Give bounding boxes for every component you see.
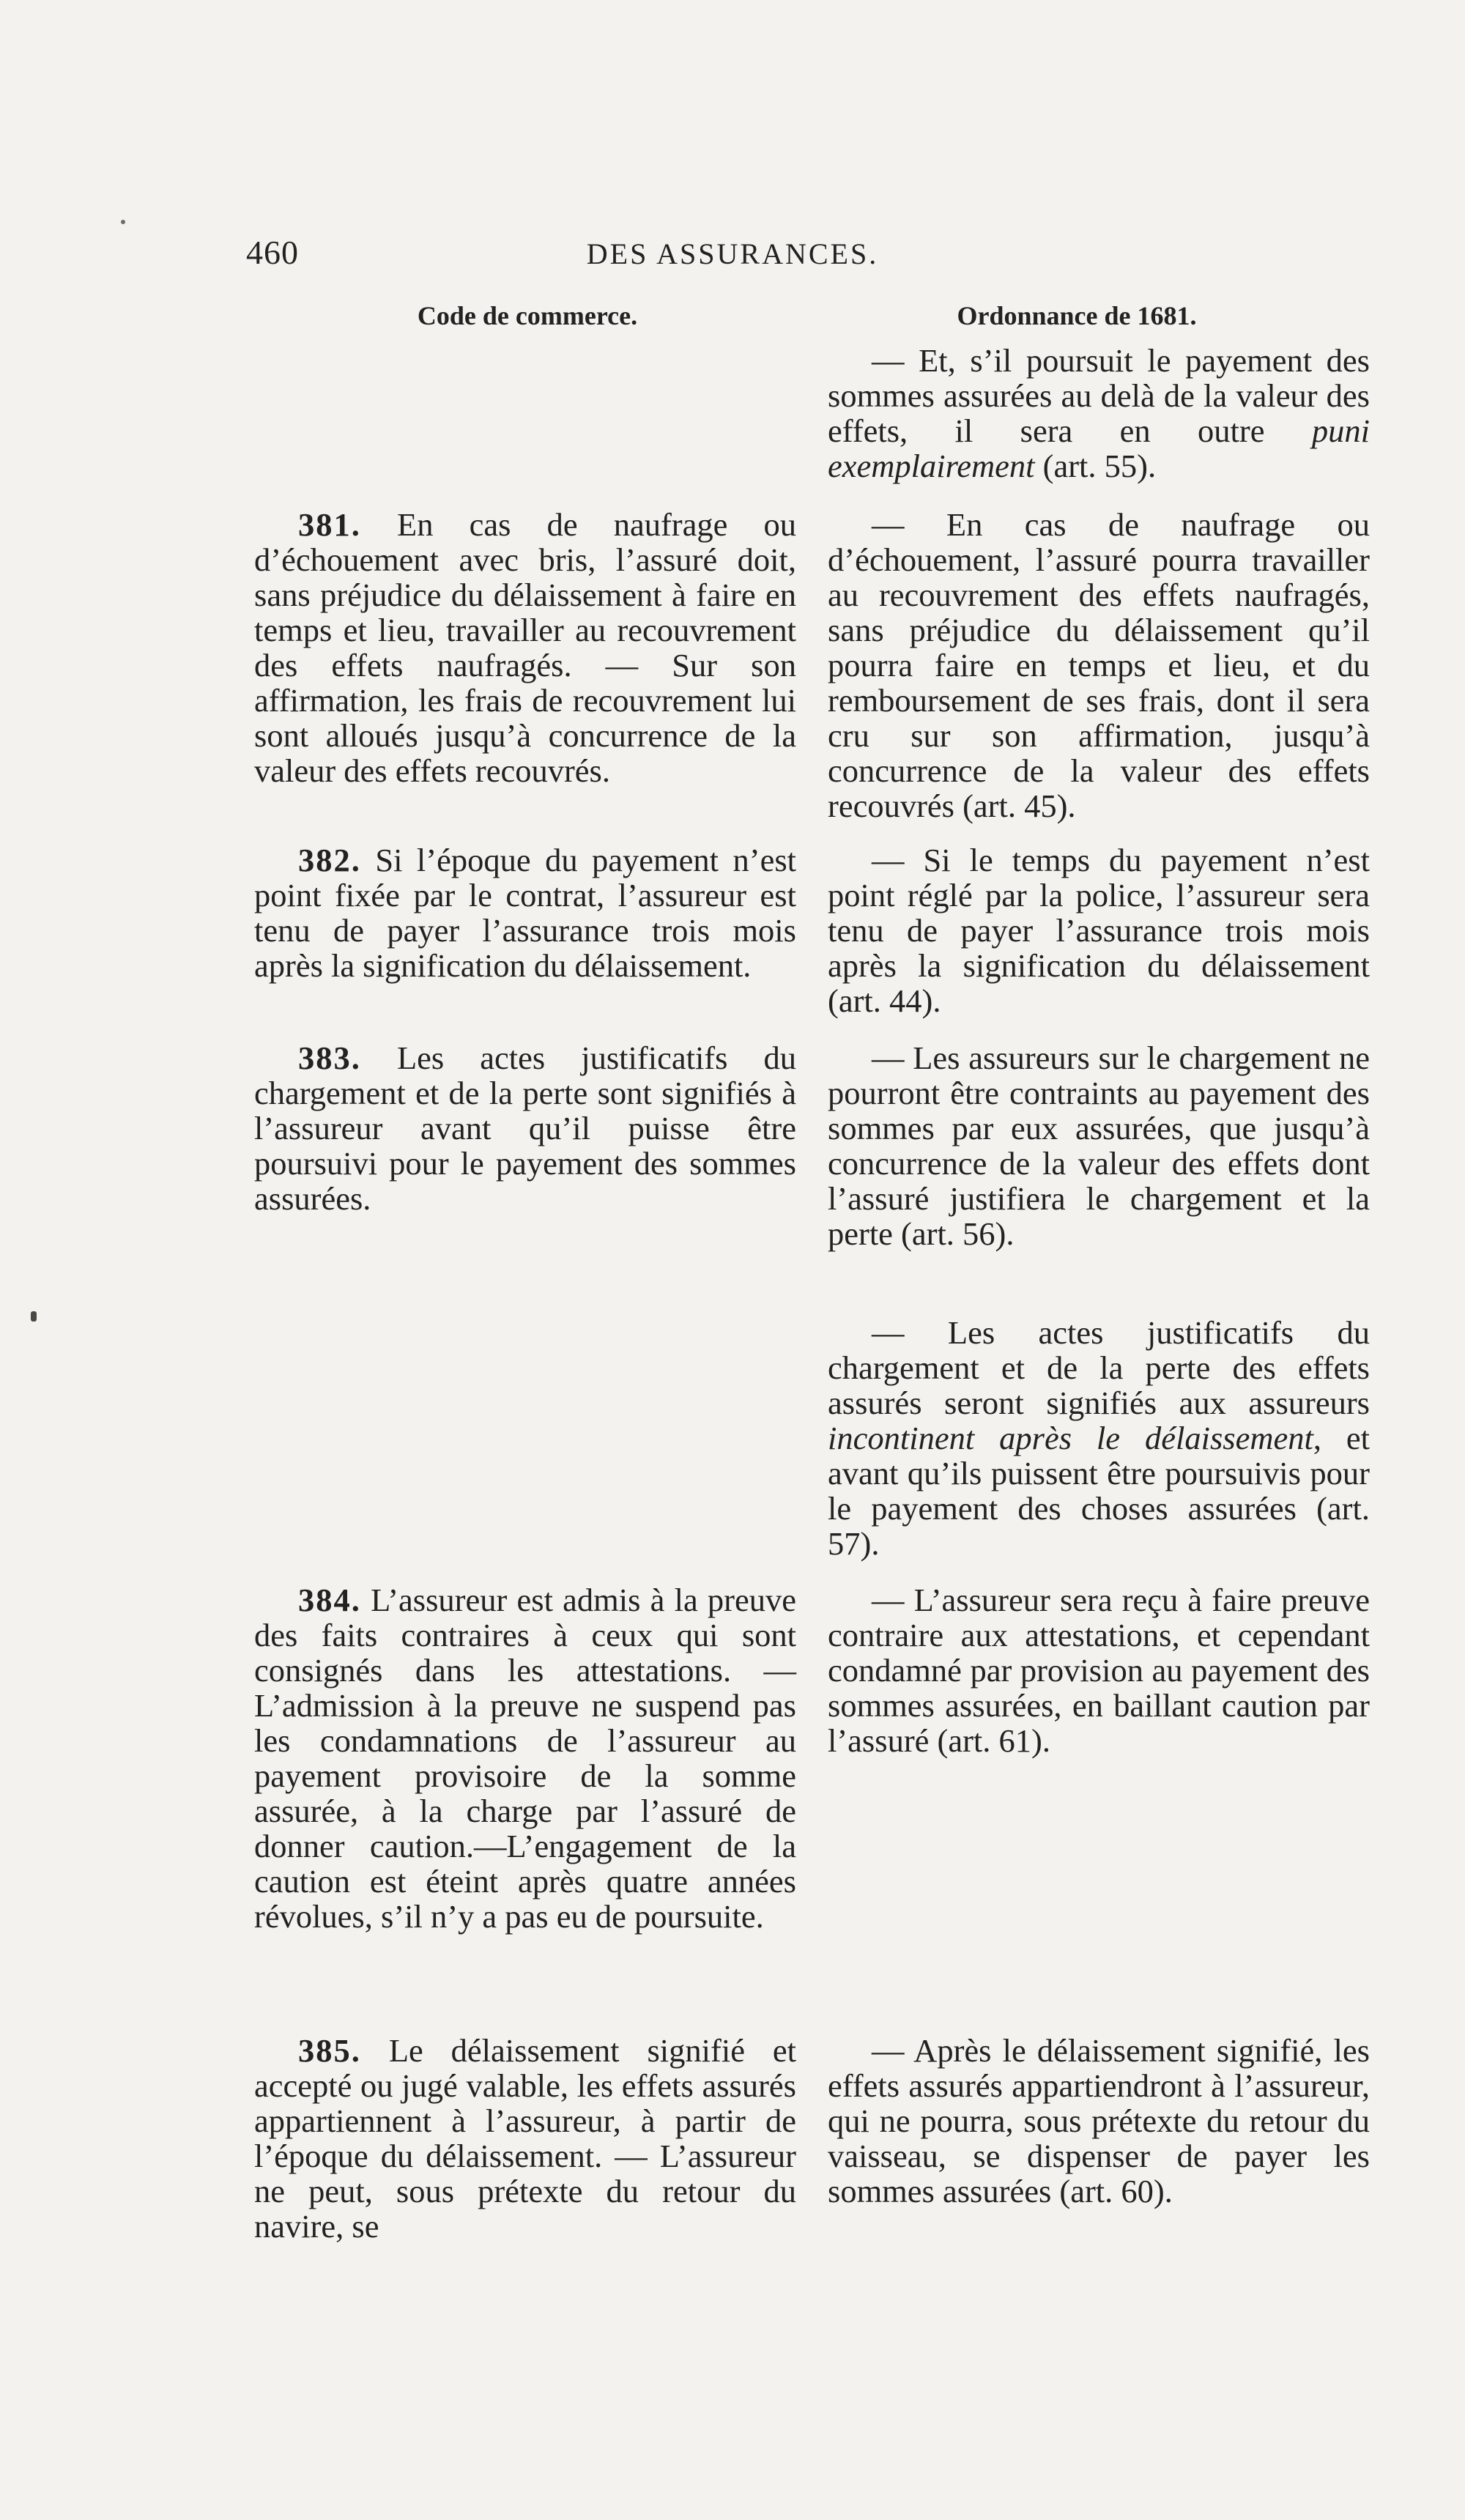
margin-mark xyxy=(31,1311,37,1322)
article-383 xyxy=(254,1040,796,1216)
right-column-title: Ordonnance de 1681. xyxy=(957,301,1197,330)
article-384 xyxy=(254,1582,796,1934)
text-segment: — Les actes justificatifs du chargement et de la perte des effets assurés seront signifiés aux assureurs xyxy=(828,1314,1370,1421)
article-number: 384. xyxy=(298,1582,361,1618)
ordonnance-paragraph-7: — Après le délaissement signifié, les effets assurés appartiendront à l’assureur, qui ne pourra, sous prétexte du retour du vaisseau, se dispenser de payer les sommes assurées (art. 60). xyxy=(828,2032,1370,2209)
left-column-title: Code de commerce. xyxy=(417,301,638,330)
ordonnance-paragraph-5 xyxy=(828,1315,1370,1561)
ordonnance-paragraph-1 xyxy=(828,343,1370,483)
article-number: 383. xyxy=(298,1040,361,1076)
ordonnance-paragraph-2: — En cas de naufrage ou d’échouement, l’assuré pourra travailler au recouvrement des effets naufragés, sans préjudice du délaissement qu’il pourra faire en temps et lieu, et du remboursement de ses frais, dont il sera cru sur son affirmation, jusqu’à concurrence de la valeur des effets recouvrés (art. 45). xyxy=(828,506,1370,824)
ordonnance-paragraph-4: — Les assureurs sur le chargement ne pourront être contraints au payement des sommes par eux assurées, que jusqu’à concurrence de la valeur des effets dont l’assuré justifiera le chargement et la perte (art. 56). xyxy=(828,1040,1370,1252)
text-segment: , et avant qu’ils puissent être poursuivis pour le payement des choses assurées (art. 57). xyxy=(828,1420,1370,1562)
italic-segment: incontinent après le délaissement xyxy=(828,1420,1313,1456)
article-text: Si l’époque du payement n’est point fixée par le contrat, l’assureur est tenu de payer l’assurance trois mois après la signification du délaissement. xyxy=(254,842,796,984)
ordonnance-paragraph-6: — L’assureur sera reçu à faire preuve contraire aux attestations, et cependant condamné par provision au payement des sommes assurées, en baillant caution par l’assuré (art. 61). xyxy=(828,1582,1370,1759)
article-text: En cas de naufrage ou d’échouement avec bris, l’assuré doit, sans préjudice du délaissement à faire en temps et lieu, travailler au recouvrement des effets naufragés. — Sur son affirmation, les frais de recouvrement lui sont alloués jusqu’à concurrence de la valeur des effets recouvrés. xyxy=(254,506,797,789)
article-number: 382. xyxy=(298,842,361,878)
ordonnance-paragraph-3: — Si le temps du payement n’est point réglé par la police, l’assureur sera tenu de payer l’assurance trois mois après la signification du délaissement (art. 44). xyxy=(828,842,1370,1019)
article-number: 385. xyxy=(298,2032,361,2069)
text-segment: — Et, s’il poursuit le payement des sommes assurées au delà de la valeur des effets, il sera en outre xyxy=(828,342,1370,449)
article-382 xyxy=(254,842,796,983)
italic-segment: puni exemplairement xyxy=(828,412,1370,484)
page-speck xyxy=(121,220,125,224)
article-text: L’assureur est admis à la preuve des faits contraires à ceux qui sont consignés dans les attestations. — L’admission à la preuve ne suspend pas les condamnations de l’assureur au payement provisoire de la somme assurée, à la charge par l’assuré de donner caution.—L’engagement de la caution est éteint après quatre années révolues, s’il n’y a pas eu de poursuite. xyxy=(254,1582,797,1935)
page-number: 460 xyxy=(246,234,299,271)
article-text: Le délaissement signifié et accepté ou jugé valable, les effets assurés appartiennent à l’assureur, à partir de l’époque du délaissement. — L’assureur ne peut, sous prétexte du retour du navire, se xyxy=(254,2032,796,2245)
article-number: 381. xyxy=(298,506,361,543)
text-segment: (art. 55). xyxy=(1034,448,1157,484)
article-385 xyxy=(254,2033,796,2244)
article-381 xyxy=(254,507,796,788)
article-text: Les actes justificatifs du chargement et de la perte sont signifiés à l’assureur avant qu’il puisse être poursuivi pour le payement des sommes assurées. xyxy=(254,1040,796,1217)
running-title: DES ASSURANCES. xyxy=(586,237,879,270)
